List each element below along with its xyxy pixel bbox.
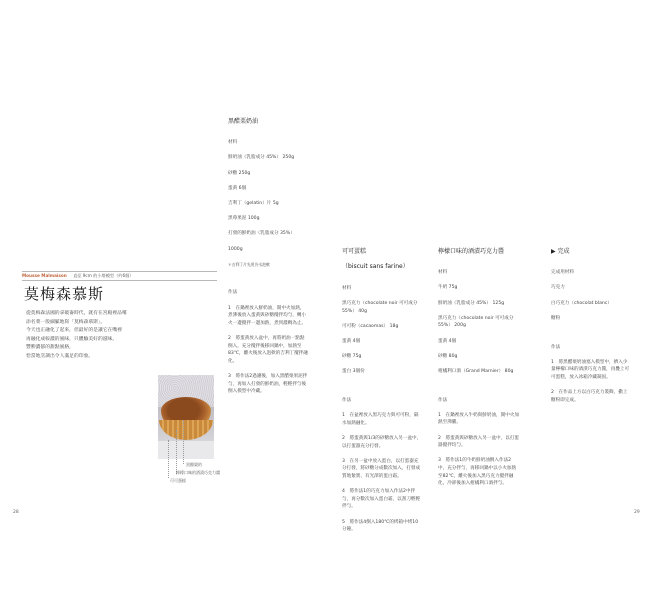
intro-line: 從莫梅森法國的拿破崙時代，就有在宮殿裡品嚐 [26, 311, 127, 316]
cream-recipe [228, 110, 308, 403]
method-label: 作法 [342, 398, 352, 404]
intro-line: 恰當地烹調出令人滿足的印象。 [26, 353, 94, 359]
ingredient-line: 吉利丁（gelatin）片 5g [228, 200, 279, 206]
recipe-intro [26, 310, 216, 362]
intro-line: 豐腴濃郁的甜點風格， [26, 345, 74, 351]
ingredient-note: ＊吉利丁片先用冷水泡軟 [228, 261, 270, 267]
section-title: 可可蛋糕 [342, 247, 367, 255]
recipe-name-en: Mousse Malmaison [22, 273, 67, 278]
method-step: 3 在另一盆中放入蛋白，以打蛋器充分打發，將砂糖分成數次加入，打發成質地紮實、有光澤的蛋白霜。 [342, 458, 421, 480]
dish-title: 莫梅森慕斯 [24, 285, 105, 303]
ingredient-line: 蛋黃 4個 [438, 338, 457, 344]
method-step: 1 在盆裡放入黑巧克力與可可粉，隔水加熱融化。 [342, 413, 419, 426]
intro-line: 添名菜一般細膩地寫「莫梅森慕斯」。 [26, 319, 106, 325]
page-number-left: 28 [13, 510, 19, 515]
tart-crust [159, 420, 213, 440]
ingredient-line: 材料 [228, 140, 238, 146]
biscuit-recipe [342, 240, 422, 541]
ingredient-line: 可可粉（cacaomas） 18g [342, 323, 399, 329]
method-step: 2 在作品上方以白巧克力裝飾，撒上糖粉即完成。 [551, 390, 628, 403]
callout-leader [176, 430, 177, 474]
ingredient-line: 黑巧克力（chocolate noir 可可成分 55%） 200g [438, 315, 514, 329]
ingredient-line: 材料 [342, 285, 352, 291]
method-step: 3 將作法2過濾後，加入黑醋栗果泥拌勻，再加入打發的鮮奶油，輕輕拌勻後倒入模型中冷藏。 [228, 374, 308, 395]
ingredient-line: 蛋黃 6個 [228, 185, 247, 191]
ingredient-line: 柑橘利口酒（Grand Marnier） 80g [438, 368, 514, 374]
recipe-header-band [22, 271, 217, 281]
method-label: 作法 [551, 344, 561, 350]
intro-line: 再融化成較濃的風味，只體驗美好的滋味。 [26, 336, 118, 342]
ingredient-line: 材料 [438, 270, 448, 276]
ingredient-line: 白巧克力（chocolat blanc） [551, 300, 612, 306]
method-step: 1 將黑醋栗奶油塞入模型中，擠入少量檸檬口味的酒漬巧克力醬，再疊上可可蛋糕，放入冰箱冷藏凝固。 [551, 359, 630, 380]
callout-label: 檸檬口味的酒漬巧克力醬 [176, 470, 220, 475]
callout-leader [183, 420, 184, 464]
ingredient-line: 完成用材料 [551, 270, 574, 276]
ingredient-line: 黑巧克力（chocolate noir 可可成分 55%） 40g [342, 300, 418, 314]
method-step: 2 將蛋黃與1/3的砂糖放入另一盆中，以打蛋器充分打發。 [342, 436, 422, 449]
callout-leader [168, 440, 169, 478]
method-step: 3 將作法1的牛奶鮮奶油倒入作法2中，充分拌勻，再移回鍋中以小火加熱至82℃，離火後加入黑巧克力攪拌融化，冷卻後加入柑橘利口酒拌勻。 [438, 458, 517, 487]
ingredient-line: 黑莓果泥 100g [228, 216, 260, 222]
page-number-right: 29 [634, 510, 640, 515]
ingredient-line: 鮮奶油（乳脂成分 45%） 250g [228, 155, 295, 161]
finish-recipe [551, 240, 631, 412]
section-title: ▶ 完成 [551, 247, 570, 255]
ingredient-line: 巧克力 [551, 285, 565, 291]
ingredient-line: 打發的鮮奶油（乳脂成分 35%） [228, 231, 295, 237]
method-step: 5 將作法4倒入180℃的烤箱中烤10分鐘。 [342, 519, 419, 533]
ingredient-line: 1000g [228, 246, 243, 252]
method-step: 1 在鍋裡放入鮮奶油，開中火加熱，煮沸後放入蛋黃與砂糖攪拌均勻，轉小火一邊攪拌一邊加熱，煮到濃稠為止。 [228, 305, 307, 326]
ingredient-line: 鮮奶油（乳脂成分 45%） 125g [438, 300, 505, 306]
ingredient-line: 牛奶 75g [438, 285, 458, 291]
section-subtitle: （biscuit sans farine） [342, 263, 409, 271]
method-step: 2 將蛋黃與砂糖放入另一盆中，以打蛋器攪拌均勻。 [438, 435, 520, 449]
plate [158, 441, 214, 459]
ingredient-line: 砂糖 75g [342, 354, 362, 360]
dessert-photo [158, 375, 214, 459]
method-step: 4 將作法1的巧克力加入作法2中拌勻，再分數次加入蛋白霜，以刮刀輕輕拌勻。 [342, 489, 421, 510]
sauce-recipe [438, 240, 520, 495]
method-step: 2 將蛋黃放入盆中，再將奶油一點點倒入，充分攪拌後移回鍋中，加熱至83℃，離火後放入泡軟的吉利丁攪拌融化。 [228, 336, 308, 364]
method-label: 作法 [228, 290, 238, 296]
callout-label: 黑醋栗的 [186, 462, 202, 467]
ingredient-line: 蛋黃 4個 [342, 338, 361, 344]
section-title: 黑醋栗奶油 [228, 117, 259, 125]
ingredient-line: 砂糖 80g [438, 353, 458, 359]
method-step: 1 在鍋裡放入牛奶與鮮奶油，開中火加熱至沸騰。 [438, 412, 520, 426]
callout-label: 可可蛋糕 [170, 478, 186, 483]
ingredient-line: 糖粉 [551, 315, 561, 321]
ingredient-line: 蛋白 3個份 [342, 369, 365, 375]
ingredient-line: 砂糖 250g [228, 170, 251, 176]
recipe-yield: 直徑 9cm 的小塔模型（約6個） [73, 273, 134, 278]
method-label: 作法 [438, 397, 448, 403]
intro-line: 今天也正融化了起來，但最好的是讓它在嘴裡 [26, 328, 122, 334]
section-title: 檸檬口味的酒漬巧克力醬 [438, 247, 505, 255]
